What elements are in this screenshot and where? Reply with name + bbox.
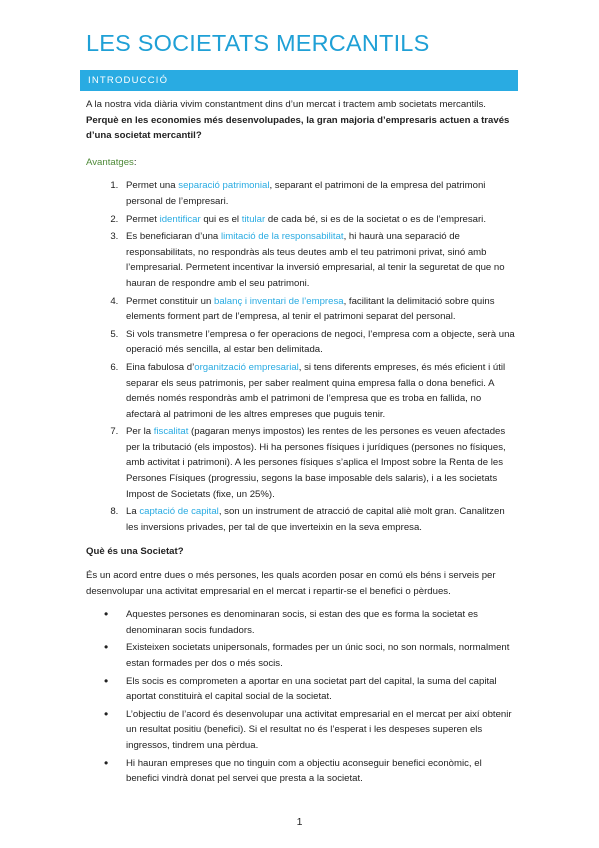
list-item: 7. Per la fiscalitat (pagaran menys impostos) les rentes de les persones es veuen afectades per la tributació (els impostos). Hi ha persones físiques i jurídiques (persones no físiques, amb activitat i patrimoni). A les persones físiques s’aplica el Impost sobre la Renta de les Persones Físiques (progressiu, segons la base imposable dels salaris), i a les societats Impost de Societats (fixe, un 25%). bbox=[121, 424, 516, 502]
page-title: LES SOCIETATS MERCANTILS bbox=[86, 30, 430, 56]
section-header-bar: INTRODUCCIÓ bbox=[80, 70, 518, 91]
list-item: 6. Eina fabulosa d’organització empresarial, si tens diferents empreses, és més eficient i útil separar els seus patrimonis, per saber realment quina empresa falla o dona benefici. A demés només respondràs amb el patrimoni de l’empresa que es troba en fallida, no afectarà al patrimoni de les altres empreses que puguis tenir. bbox=[121, 360, 516, 422]
list-item: • Hi hauran empreses que no tinguin com a objectiu aconseguir benefici econòmic, el benefici vindrà donat pel servei que presta a la societat. bbox=[121, 756, 516, 787]
what-is-paragraph: És un acord entre dues o més persones, les quals acorden posar en comú els béns i serveis per desenvolupar una activitat empresarial en el mercat i repartir-se el benefici o pèrdues. bbox=[86, 570, 496, 597]
list-item: 1. Permet una separació patrimonial, separant el patrimoni de la empresa del patrimoni personal de l’empresari. bbox=[121, 178, 516, 209]
intro-question: Perquè en les economies més desenvolupades, la gran majoria d’empresaris actuen a través d’una societat mercantil? bbox=[86, 114, 510, 142]
what-is-heading: Què és una Societat? bbox=[86, 546, 184, 558]
list-item: 4. Permet constituir un balanç i inventari de l’empresa, facilitant la delimitació sobre quins elements forment part de l’empresa, al tenir el patrimoni separat del personal. bbox=[121, 294, 516, 325]
advantages-list bbox=[86, 178, 516, 535]
list-item: 3. Es beneficiaran d’una limitació de la responsabilitat, hi haurà una separació de responsabilitats, no respondràs als teus deutes amb el teu patrimoni privat, sinó amb l’empresarial. Permetent incentivar la inversió empresarial, al tenir la seguretat de que no hauran de respondre amb el seu patrimoni. bbox=[121, 229, 516, 291]
intro-block bbox=[86, 97, 516, 144]
what-is-bullet-list bbox=[86, 607, 516, 787]
document-body bbox=[86, 97, 516, 789]
list-item: • L’objectiu de l’acord és desenvolupar una activitat empresarial en el mercat per així obtenir un resultat positiu (benefici). Si el resultat no és l’esperat i les despeses superen els ingressos, tindrem una pèrdua. bbox=[121, 707, 516, 754]
list-item: • Aquestes persones es denominaran socis, si estan des que es forma la societat es denominaran socis fundadors. bbox=[121, 607, 516, 638]
list-item: • Existeixen societats unipersonals, formades per un únic soci, no son normals, normalment estan formades per dos o més socis. bbox=[121, 640, 516, 671]
list-item: 2. Permet identificar qui es el titular de cada bé, si es de la societat o es de l’empresari. bbox=[121, 212, 516, 228]
list-item: 5. Si vols transmetre l’empresa o fer operacions de negoci, l’empresa com a objecte, serà una operació més sencilla, al estar ben delimitada. bbox=[121, 327, 516, 358]
advantages-heading: Avantatges: bbox=[86, 156, 137, 168]
list-item: • Els socis es comprometen a aportar en una societat part del capital, la suma del capital aportat constituirà el capital social de la societat. bbox=[121, 674, 516, 705]
intro-paragraph: A la nostra vida diària vivim constantment dins d’un mercat i tractem amb societats mercantils. bbox=[86, 99, 486, 110]
page-number: 1 bbox=[296, 816, 303, 828]
list-item: 8. La captació de capital, son un instrument de atracció de capital aliè molt gran. Canalitzen les inversions privades, per tal de que inverteixin en la seva empresa. bbox=[121, 504, 516, 535]
